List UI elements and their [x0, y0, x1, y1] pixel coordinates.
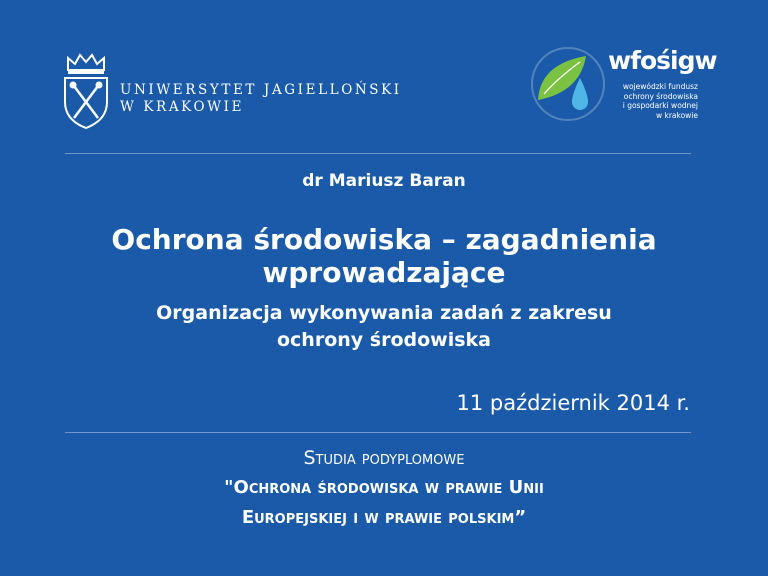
uj-line1: UNIWERSYTET JAGIELLOŃSKI	[120, 82, 402, 98]
wfosigw-brand: wfośigw	[608, 46, 717, 75]
program-line: Studia podyplomowe	[303, 447, 465, 469]
uj-logo	[62, 52, 402, 132]
wfosigw-tagline-line: ochrony środowiska	[623, 91, 698, 101]
slide-date: 11 październik 2014 r.	[456, 391, 690, 415]
wfosigw-tagline-line: wojewódzki fundusz	[622, 82, 698, 91]
title-line: wprowadzające	[262, 256, 506, 289]
program-name	[0, 443, 768, 533]
wfosigw-tagline	[604, 82, 698, 120]
slide-title	[0, 223, 768, 289]
author-name: dr Mariusz Baran	[302, 171, 466, 191]
uj-crest-icon	[62, 52, 110, 130]
wfosigw-tagline-line: w krakowie	[655, 110, 698, 120]
program-line: Europejskiej i w prawie polskim”	[241, 507, 527, 528]
slide-subtitle	[0, 300, 768, 354]
bottom-divider	[65, 432, 691, 433]
program-line: "Ochrona środowiska w prawie Unii	[224, 477, 544, 498]
top-divider	[65, 153, 691, 154]
title-line: Ochrona środowiska – zagadnienia	[111, 223, 657, 256]
subtitle-line: Organizacja wykonywania zadań z zakresu	[156, 302, 612, 324]
subtitle-line: ochrony środowiska	[276, 329, 491, 351]
leaf-drop-icon	[528, 42, 608, 132]
uj-wordmark	[120, 82, 402, 116]
uj-line2: W KRAKOWIE	[120, 99, 245, 115]
wfosigw-logo	[528, 42, 718, 132]
wfosigw-tagline-line: i gospodarki wodnej	[622, 101, 698, 110]
